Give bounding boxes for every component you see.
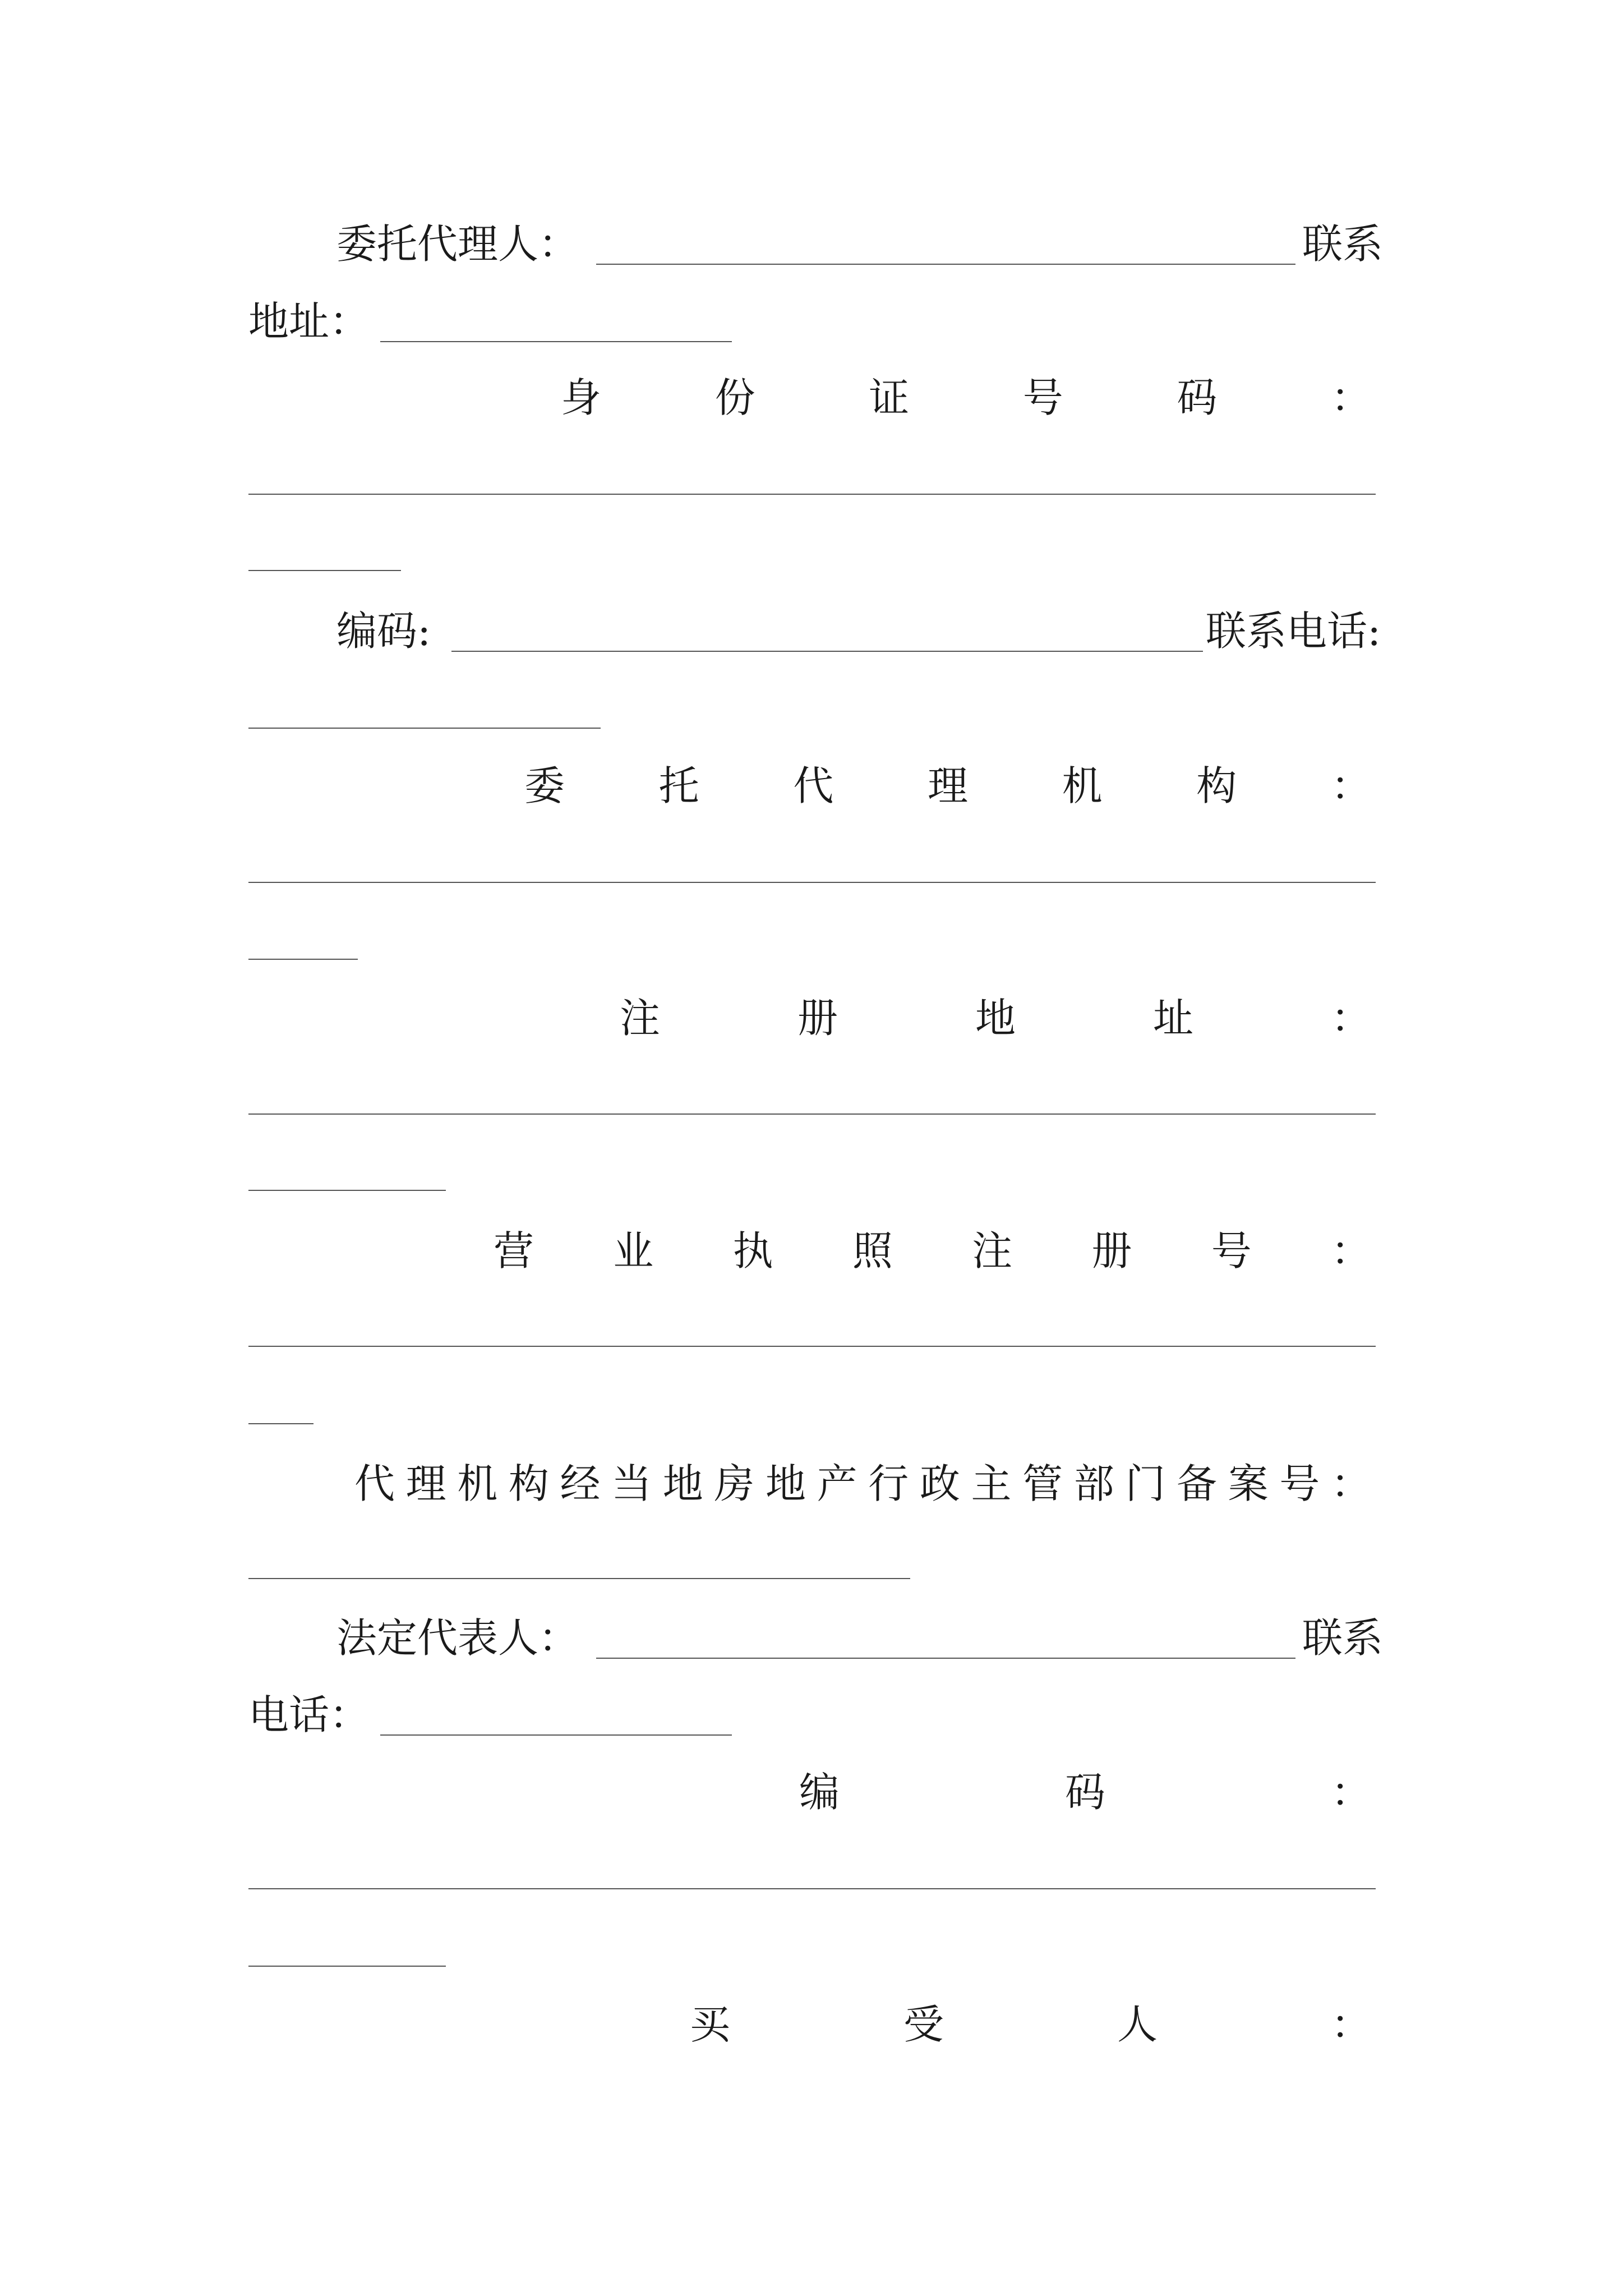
- license-number-label: 营 业 执 照 注 册 号 ：: [494, 1227, 1371, 1274]
- filing-number-blank[interactable]: [248, 1578, 910, 1579]
- agent-person-contact-label: 联系: [1302, 220, 1384, 268]
- legal-rep-contact-label: 联系: [1302, 1614, 1384, 1662]
- legal-phone-blank[interactable]: [380, 1734, 732, 1736]
- buyer-label: 买 受 人 ：: [690, 2001, 1371, 2048]
- id-number-label: 身 份 证 号 码 ：: [561, 374, 1371, 421]
- registered-address-blank-continued[interactable]: [248, 1190, 446, 1191]
- filing-number-label: 代 理 机 构 经 当 地 房 地 产 行 政 主 管 部 门 备 案 号 ：: [354, 1460, 1371, 1507]
- legal-code-blank[interactable]: [248, 1888, 1376, 1889]
- id-number-blank[interactable]: [248, 494, 1376, 495]
- agent-phone-blank[interactable]: [248, 728, 601, 729]
- agent-code-blank[interactable]: [451, 651, 1203, 652]
- license-number-blank[interactable]: [248, 1346, 1376, 1347]
- agent-person-label: 委托代理人：: [336, 220, 579, 268]
- id-number-blank-continued[interactable]: [248, 570, 401, 571]
- agent-address-blank[interactable]: [380, 341, 732, 342]
- agency-blank-continued[interactable]: [248, 959, 358, 960]
- agent-phone-label: 联系电话:: [1206, 608, 1381, 655]
- agent-address-label: 地址：: [248, 298, 370, 345]
- agent-code-label: 编码:: [336, 608, 431, 655]
- agent-person-blank[interactable]: [596, 264, 1295, 265]
- registered-address-blank[interactable]: [248, 1114, 1376, 1115]
- legal-rep-label: 法定代表人：: [336, 1614, 579, 1662]
- registered-address-label: 注 册 地 址 ：: [620, 995, 1371, 1042]
- legal-rep-blank[interactable]: [596, 1658, 1295, 1659]
- license-number-blank-continued[interactable]: [248, 1423, 313, 1424]
- agency-label: 委 托 代 理 机 构 ：: [524, 762, 1371, 809]
- legal-phone-label: 电话：: [248, 1691, 370, 1738]
- legal-code-label: 编 码 ：: [799, 1769, 1371, 1816]
- agency-blank[interactable]: [248, 882, 1376, 883]
- legal-code-blank-continued[interactable]: [248, 1966, 446, 1967]
